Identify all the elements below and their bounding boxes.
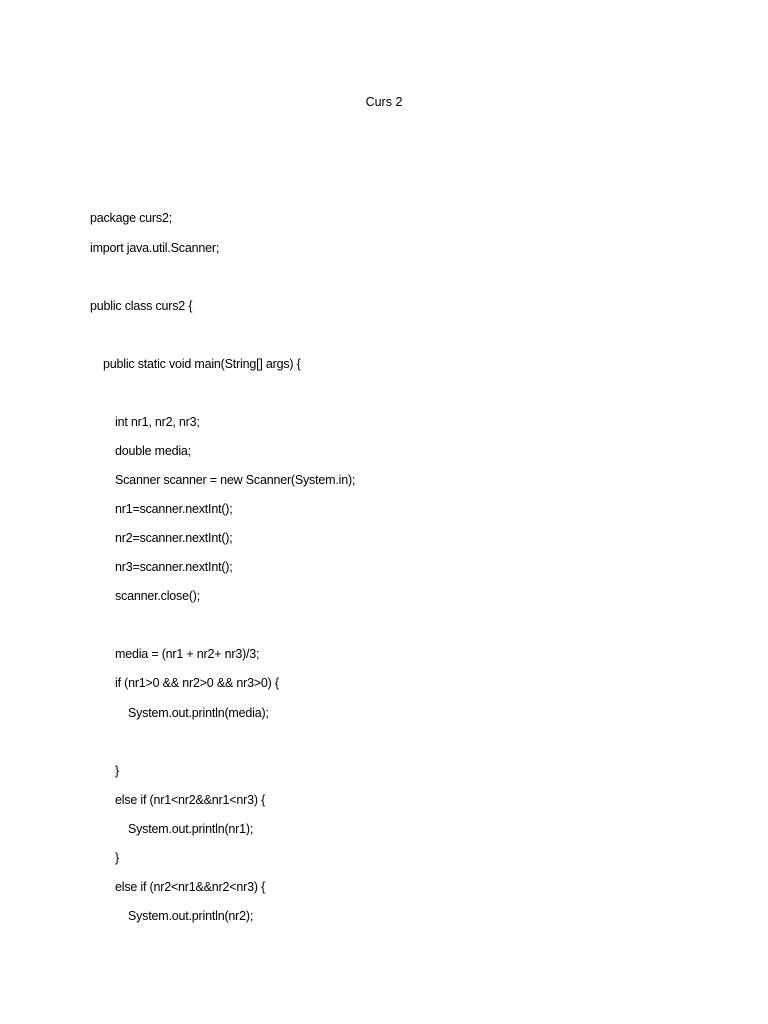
code-line-close-brace: }	[115, 764, 119, 778]
code-line-package: package curs2;	[90, 211, 172, 225]
code-line-read-nr3: nr3=scanner.nextInt();	[115, 560, 233, 574]
page-title: Curs 2	[365, 95, 403, 109]
code-line-close-brace: }	[115, 851, 119, 865]
code-line-print-nr2: System.out.println(nr2);	[128, 909, 254, 923]
code-line-read-nr1: nr1=scanner.nextInt();	[115, 502, 233, 516]
code-line-scanner-close: scanner.close();	[115, 589, 201, 603]
code-line-if-positive: if (nr1>0 && nr2>0 && nr3>0) {	[115, 676, 279, 690]
code-line-double-declaration: double media;	[115, 444, 191, 458]
code-line-import: import java.util.Scanner;	[90, 241, 220, 255]
code-line-int-declaration: int nr1, nr2, nr3;	[115, 415, 200, 429]
code-line-main-method: public static void main(String[] args) {	[103, 357, 301, 371]
code-line-read-nr2: nr2=scanner.nextInt();	[115, 531, 233, 545]
code-line-else-if-nr2: else if (nr2<nr1&&nr2<nr3) {	[115, 880, 266, 894]
code-line-scanner-init: Scanner scanner = new Scanner(System.in);	[115, 473, 356, 487]
code-line-class-declaration: public class curs2 {	[90, 299, 193, 313]
code-line-print-media: System.out.println(media);	[128, 706, 269, 720]
code-line-else-if-nr1: else if (nr1<nr2&&nr1<nr3) {	[115, 793, 266, 807]
code-line-media-calc: media = (nr1 + nr2+ nr3)/3;	[115, 647, 260, 661]
code-line-print-nr1: System.out.println(nr1);	[128, 822, 254, 836]
